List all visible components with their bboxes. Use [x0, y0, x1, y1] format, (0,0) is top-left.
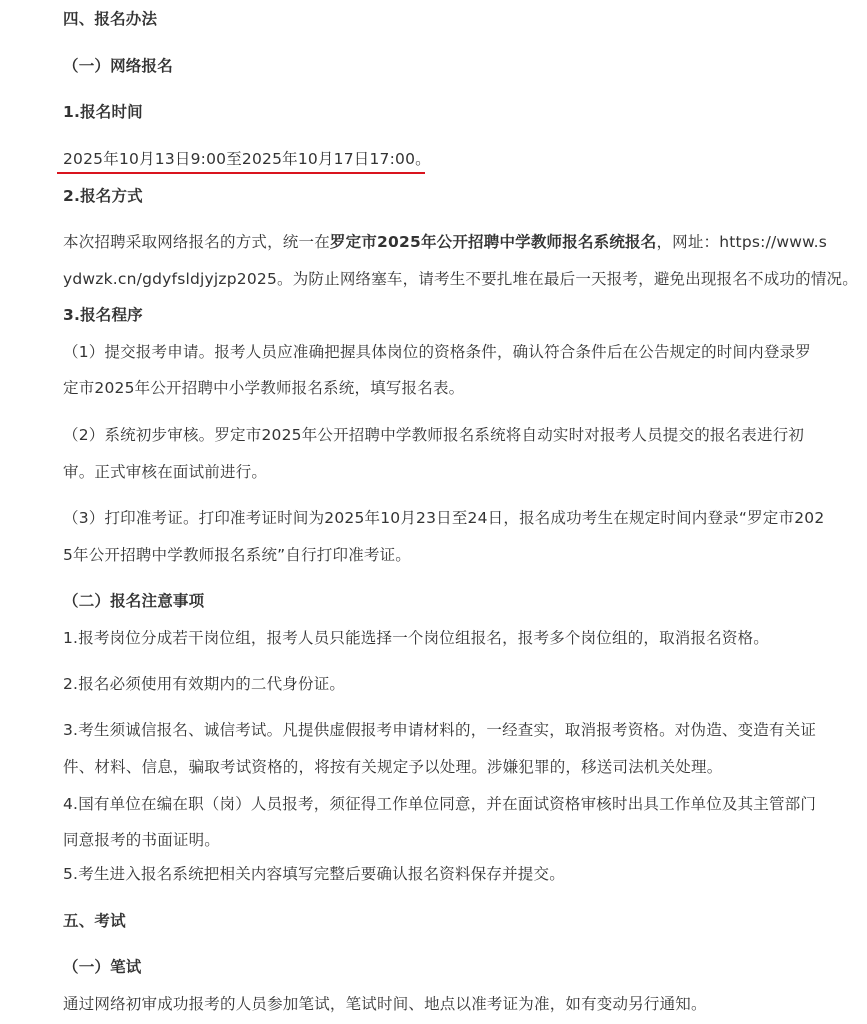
notes-item-3-line-2: 件、材料、信息，骗取考试资格的，将按有关规定予以处理。涉嫌犯罪的，移送司法机关处理。: [63, 758, 723, 776]
registration-method-line-2: ydwzk.cn/gdyfsldjyjzp2025。为防止网络塞车，请考生不要扎堆在最后一天报考，避免出现报名不成功的情况。: [63, 270, 858, 288]
registration-method-prefix: 本次招聘采取网络报名的方式，统一在: [63, 233, 330, 251]
procedure-step-3-line-1: （3）打印准考证。打印准考证时间为2025年10月23日至24日，报名成功考生在规定时间内登录“罗定市202: [63, 509, 825, 527]
item-heading-registration-procedure: 3.报名程序: [63, 306, 143, 324]
section-heading-registration: 四、报名办法: [63, 10, 158, 28]
registration-time-value: 2025年10月13日9:00至2025年10月17日17:00。: [63, 150, 431, 168]
registration-system-name: 罗定市2025年公开招聘中学教师报名系统报名: [329, 233, 657, 251]
notes-item-1: 1.报考岗位分成若干岗位组，报考人员只能选择一个岗位组报名，报考多个岗位组的，取消报名资格。: [63, 629, 769, 647]
subsection-heading-written-exam: （一）笔试: [63, 958, 142, 976]
subsection-heading-registration-notes: （二）报名注意事项: [63, 592, 205, 610]
procedure-step-1-line-1: （1）提交报考申请。报考人员应准确把握具体岗位的资格条件，确认符合条件后在公告规定的时间内登录罗: [63, 343, 811, 361]
procedure-step-2-line-2: 审。正式审核在面试前进行。: [63, 463, 268, 481]
registration-method-url-start: ，网址：https://www.s: [656, 233, 828, 251]
written-exam-text: 通过网络初审成功报考的人员参加笔试，笔试时间、地点以准考证为准，如有变动另行通知。: [63, 995, 707, 1013]
notes-item-3-line-1: 3.考生须诚信报名、诚信考试。凡提供虚假报考申请材料的，一经查实，取消报考资格。对伪造、变造有关证: [63, 721, 817, 739]
notes-item-5: 5.考生进入报名系统把相关内容填写完整后要确认报名资料保存并提交。: [63, 865, 565, 883]
registration-method-line-1: [63, 231, 827, 253]
subsection-heading-online-registration: （一）网络报名: [63, 57, 173, 75]
red-underline-mark: [57, 172, 425, 174]
procedure-step-2-line-1: （2）系统初步审核。罗定市2025年公开招聘中学教师报名系统将自动实时对报考人员提交的报名表进行初: [63, 426, 805, 444]
notes-item-2: 2.报名必须使用有效期内的二代身份证。: [63, 675, 346, 693]
notes-item-4-line-1: 4.国有单位在编在职（岗）人员报考，须征得工作单位同意，并在面试资格审核时出具工作单位及其主管部门: [63, 795, 817, 813]
section-heading-exam: 五、考试: [63, 912, 126, 930]
item-heading-registration-time: 1.报名时间: [63, 103, 143, 121]
procedure-step-3-line-2: 5年公开招聘中学教师报名系统”自行打印准考证。: [63, 546, 411, 564]
notes-item-4-line-2: 同意报考的书面证明。: [63, 831, 221, 849]
procedure-step-1-line-2: 定市2025年公开招聘中小学教师报名系统，填写报名表。: [63, 379, 465, 397]
item-heading-registration-method: 2.报名方式: [63, 187, 143, 205]
